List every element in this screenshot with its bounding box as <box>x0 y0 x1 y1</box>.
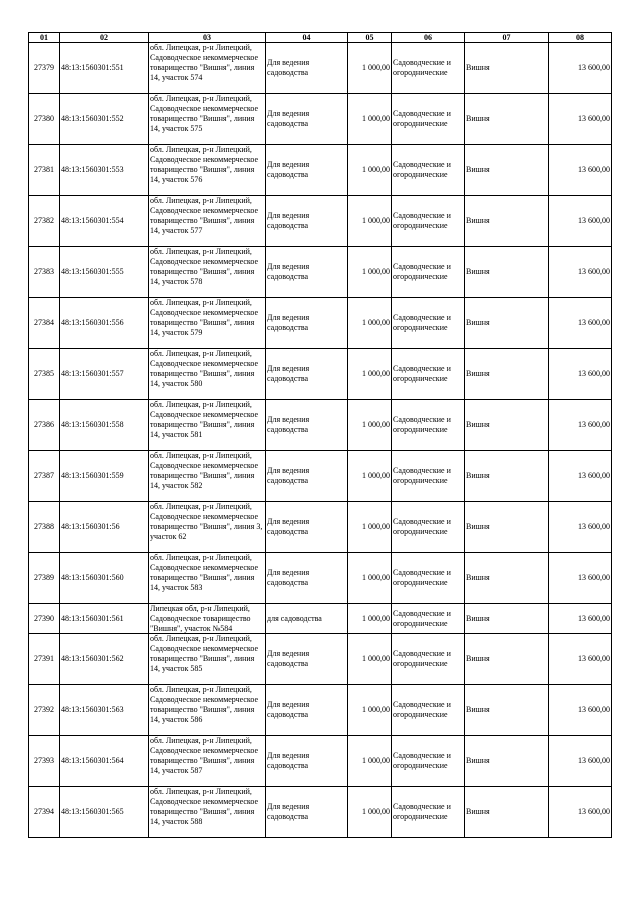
row-number-cell: 27379 <box>29 43 60 94</box>
cadastral-value-cell: 13 600,00 <box>549 634 612 685</box>
address-cell <box>149 196 266 247</box>
address-text: обл. Липецкая, р-н Липецкий, Садоводческое некоммерческое товарищество "Вишня", линия 14, участок 578 <box>150 247 259 286</box>
land-category-cell: Садоводческие и огороднические <box>392 736 465 787</box>
cadastral-value-cell: 13 600,00 <box>549 247 612 298</box>
address-cell <box>149 349 266 400</box>
land-category-cell: Садоводческие и огороднические <box>392 247 465 298</box>
land-category-cell: Садоводческие и огороднические <box>392 451 465 502</box>
address-cell <box>149 298 266 349</box>
column-header-02: 02 <box>60 33 149 43</box>
settlement-name-cell: Вишня <box>465 196 549 247</box>
settlement-name-cell: Вишня <box>465 685 549 736</box>
permitted-use-cell: Для ведения садоводства <box>266 94 348 145</box>
area-cell: 1 000,00 <box>348 451 392 502</box>
settlement-name-cell: Вишня <box>465 604 549 634</box>
cadastral-number-cell: 48:13:1560301:562 <box>60 634 149 685</box>
area-cell: 1 000,00 <box>348 502 392 553</box>
table-row <box>29 400 612 451</box>
land-category-cell: Садоводческие и огороднические <box>392 634 465 685</box>
cadastral-number-cell: 48:13:1560301:565 <box>60 787 149 838</box>
cadastral-number-cell: 48:13:1560301:561 <box>60 604 149 634</box>
table-row <box>29 553 612 604</box>
permitted-use-cell: Для ведения садоводства <box>266 43 348 94</box>
settlement-name-cell: Вишня <box>465 451 549 502</box>
address-text: обл. Липецкая, р-н Липецкий, Садоводческое некоммерческое товарищество "Вишня", линия 14, участок 574 <box>150 43 259 82</box>
cadastral-value-cell: 13 600,00 <box>549 604 612 634</box>
cadastral-value-cell: 13 600,00 <box>549 787 612 838</box>
cadastral-value-cell: 13 600,00 <box>549 553 612 604</box>
permitted-use-cell: Для ведения садоводства <box>266 685 348 736</box>
cadastral-number-cell: 48:13:1560301:560 <box>60 553 149 604</box>
cadastral-value-cell: 13 600,00 <box>549 502 612 553</box>
permitted-use-cell: Для ведения садоводства <box>266 451 348 502</box>
settlement-name-cell: Вишня <box>465 634 549 685</box>
address-cell <box>149 247 266 298</box>
table-row <box>29 94 612 145</box>
cadastral-value-cell: 13 600,00 <box>549 349 612 400</box>
row-number-cell: 27380 <box>29 94 60 145</box>
land-category-cell: Садоводческие и огороднические <box>392 400 465 451</box>
settlement-name-cell: Вишня <box>465 400 549 451</box>
column-header-08: 08 <box>549 33 612 43</box>
permitted-use-cell: Для ведения садоводства <box>266 145 348 196</box>
cadastral-number-cell: 48:13:1560301:564 <box>60 736 149 787</box>
address-text: Липецкая обл, р-н Липецкий, Садоводческое товарищество "Вишня", участок №584 <box>150 604 251 633</box>
permitted-use-cell: Для ведения садоводства <box>266 787 348 838</box>
table-row <box>29 787 612 838</box>
area-cell: 1 000,00 <box>348 196 392 247</box>
cadastral-number-cell: 48:13:1560301:556 <box>60 298 149 349</box>
row-number-cell: 27393 <box>29 736 60 787</box>
settlement-name-cell: Вишня <box>465 94 549 145</box>
area-cell: 1 000,00 <box>348 43 392 94</box>
row-number-cell: 27382 <box>29 196 60 247</box>
table-row <box>29 349 612 400</box>
table-row <box>29 685 612 736</box>
cadastral-number-cell: 48:13:1560301:552 <box>60 94 149 145</box>
area-cell: 1 000,00 <box>348 604 392 634</box>
land-category-cell: Садоводческие и огороднические <box>392 43 465 94</box>
table-row <box>29 502 612 553</box>
address-cell <box>149 94 266 145</box>
land-category-cell: Садоводческие и огороднические <box>392 196 465 247</box>
area-cell: 1 000,00 <box>348 349 392 400</box>
table-row <box>29 451 612 502</box>
cadastral-value-cell: 13 600,00 <box>549 145 612 196</box>
address-cell <box>149 787 266 838</box>
area-cell: 1 000,00 <box>348 145 392 196</box>
cadastral-number-cell: 48:13:1560301:555 <box>60 247 149 298</box>
cadastral-value-cell: 13 600,00 <box>549 400 612 451</box>
table-row <box>29 247 612 298</box>
land-category-cell: Садоводческие и огороднические <box>392 787 465 838</box>
document-page <box>28 32 611 838</box>
address-text: обл. Липецкая, р-н Липецкий, Садоводческое некоммерческое товарищество "Вишня", линия 14, участок 575 <box>150 94 259 133</box>
row-number-cell: 27387 <box>29 451 60 502</box>
column-header-07: 07 <box>465 33 549 43</box>
settlement-name-cell: Вишня <box>465 247 549 298</box>
address-cell <box>149 43 266 94</box>
address-cell <box>149 400 266 451</box>
permitted-use-cell: Для ведения садоводства <box>266 298 348 349</box>
address-cell <box>149 634 266 685</box>
area-cell: 1 000,00 <box>348 634 392 685</box>
column-header-03: 03 <box>149 33 266 43</box>
permitted-use-cell: Для ведения садоводства <box>266 502 348 553</box>
land-category-cell: Садоводческие и огороднические <box>392 145 465 196</box>
address-cell <box>149 451 266 502</box>
cadastral-value-cell: 13 600,00 <box>549 736 612 787</box>
permitted-use-cell: для садоводства <box>266 604 348 634</box>
table-row <box>29 298 612 349</box>
cadastral-number-cell: 48:13:1560301:56 <box>60 502 149 553</box>
land-category-cell: Садоводческие и огороднические <box>392 604 465 634</box>
column-header-01: 01 <box>29 33 60 43</box>
cadastral-number-cell: 48:13:1560301:558 <box>60 400 149 451</box>
permitted-use-cell: Для ведения садоводства <box>266 736 348 787</box>
address-text: обл. Липецкая, р-н Липецкий, Садоводческое некоммерческое товарищество "Вишня", линия 14, участок 588 <box>150 787 259 826</box>
cadastral-value-cell: 13 600,00 <box>549 298 612 349</box>
row-number-cell: 27388 <box>29 502 60 553</box>
permitted-use-cell: Для ведения садоводства <box>266 400 348 451</box>
area-cell: 1 000,00 <box>348 787 392 838</box>
column-header-04: 04 <box>266 33 348 43</box>
row-number-cell: 27383 <box>29 247 60 298</box>
table-header-row <box>29 33 612 43</box>
area-cell: 1 000,00 <box>348 247 392 298</box>
area-cell: 1 000,00 <box>348 736 392 787</box>
table-body <box>29 43 612 838</box>
cadastral-value-cell: 13 600,00 <box>549 196 612 247</box>
permitted-use-cell: Для ведения садоводства <box>266 196 348 247</box>
cadastral-value-cell: 13 600,00 <box>549 451 612 502</box>
column-header-06: 06 <box>392 33 465 43</box>
table-row <box>29 145 612 196</box>
address-text: обл. Липецкая, р-н Липецкий, Садоводческое некоммерческое товарищество "Вишня", линия 14, участок 587 <box>150 736 259 775</box>
row-number-cell: 27384 <box>29 298 60 349</box>
land-category-cell: Садоводческие и огороднические <box>392 94 465 145</box>
land-category-cell: Садоводческие и огороднические <box>392 685 465 736</box>
settlement-name-cell: Вишня <box>465 553 549 604</box>
settlement-name-cell: Вишня <box>465 145 549 196</box>
address-cell <box>149 736 266 787</box>
area-cell: 1 000,00 <box>348 553 392 604</box>
land-plot-table <box>28 32 612 838</box>
settlement-name-cell: Вишня <box>465 787 549 838</box>
area-cell: 1 000,00 <box>348 94 392 145</box>
table-row <box>29 634 612 685</box>
land-category-cell: Садоводческие и огороднические <box>392 349 465 400</box>
address-text: обл. Липецкая, р-н Липецкий, Садоводческое некоммерческое товарищество "Вишня", линия 14, участок 579 <box>150 298 259 337</box>
cadastral-number-cell: 48:13:1560301:554 <box>60 196 149 247</box>
table-row <box>29 736 612 787</box>
table-row <box>29 196 612 247</box>
address-text: обл. Липецкая, р-н Липецкий, Садоводческое некоммерческое товарищество "Вишня", линия 3, участок 62 <box>150 502 263 541</box>
permitted-use-cell: Для ведения садоводства <box>266 553 348 604</box>
address-text: обл. Липецкая, р-н Липецкий, Садоводческое некоммерческое товарищество "Вишня", линия 14, участок 585 <box>150 634 259 673</box>
row-number-cell: 27389 <box>29 553 60 604</box>
row-number-cell: 27392 <box>29 685 60 736</box>
address-text: обл. Липецкая, р-н Липецкий, Садоводческое некоммерческое товарищество "Вишня", линия 14, участок 582 <box>150 451 259 490</box>
settlement-name-cell: Вишня <box>465 736 549 787</box>
settlement-name-cell: Вишня <box>465 502 549 553</box>
land-category-cell: Садоводческие и огороднические <box>392 502 465 553</box>
address-cell <box>149 685 266 736</box>
address-cell <box>149 145 266 196</box>
row-number-cell: 27391 <box>29 634 60 685</box>
row-number-cell: 27390 <box>29 604 60 634</box>
address-text: обл. Липецкая, р-н Липецкий, Садоводческое некоммерческое товарищество "Вишня", линия 14, участок 576 <box>150 145 259 184</box>
settlement-name-cell: Вишня <box>465 43 549 94</box>
land-category-cell: Садоводческие и огороднические <box>392 298 465 349</box>
row-number-cell: 27386 <box>29 400 60 451</box>
area-cell: 1 000,00 <box>348 298 392 349</box>
address-text: обл. Липецкая, р-н Липецкий, Садоводческое некоммерческое товарищество "Вишня", линия 14, участок 577 <box>150 196 259 235</box>
settlement-name-cell: Вишня <box>465 298 549 349</box>
address-text: обл. Липецкая, р-н Липецкий, Садоводческое некоммерческое товарищество "Вишня", линия 14, участок 581 <box>150 400 259 439</box>
cadastral-value-cell: 13 600,00 <box>549 43 612 94</box>
area-cell: 1 000,00 <box>348 685 392 736</box>
table-row <box>29 604 612 634</box>
settlement-name-cell: Вишня <box>465 349 549 400</box>
permitted-use-cell: Для ведения садоводства <box>266 247 348 298</box>
cadastral-number-cell: 48:13:1560301:551 <box>60 43 149 94</box>
cadastral-value-cell: 13 600,00 <box>549 685 612 736</box>
row-number-cell: 27381 <box>29 145 60 196</box>
cadastral-value-cell: 13 600,00 <box>549 94 612 145</box>
cadastral-number-cell: 48:13:1560301:563 <box>60 685 149 736</box>
address-cell <box>149 604 266 634</box>
row-number-cell: 27385 <box>29 349 60 400</box>
address-cell <box>149 502 266 553</box>
land-category-cell: Садоводческие и огороднические <box>392 553 465 604</box>
column-header-05: 05 <box>348 33 392 43</box>
address-cell <box>149 553 266 604</box>
address-text: обл. Липецкая, р-н Липецкий, Садоводческое некоммерческое товарищество "Вишня", линия 14, участок 580 <box>150 349 259 388</box>
cadastral-number-cell: 48:13:1560301:553 <box>60 145 149 196</box>
permitted-use-cell: Для ведения садоводства <box>266 349 348 400</box>
cadastral-number-cell: 48:13:1560301:559 <box>60 451 149 502</box>
permitted-use-cell: Для ведения садоводства <box>266 634 348 685</box>
address-text: обл. Липецкая, р-н Липецкий, Садоводческое некоммерческое товарищество "Вишня", линия 14, участок 586 <box>150 685 259 724</box>
address-text: обл. Липецкая, р-н Липецкий, Садоводческое некоммерческое товарищество "Вишня", линия 14, участок 583 <box>150 553 259 592</box>
cadastral-number-cell: 48:13:1560301:557 <box>60 349 149 400</box>
row-number-cell: 27394 <box>29 787 60 838</box>
area-cell: 1 000,00 <box>348 400 392 451</box>
table-row <box>29 43 612 94</box>
